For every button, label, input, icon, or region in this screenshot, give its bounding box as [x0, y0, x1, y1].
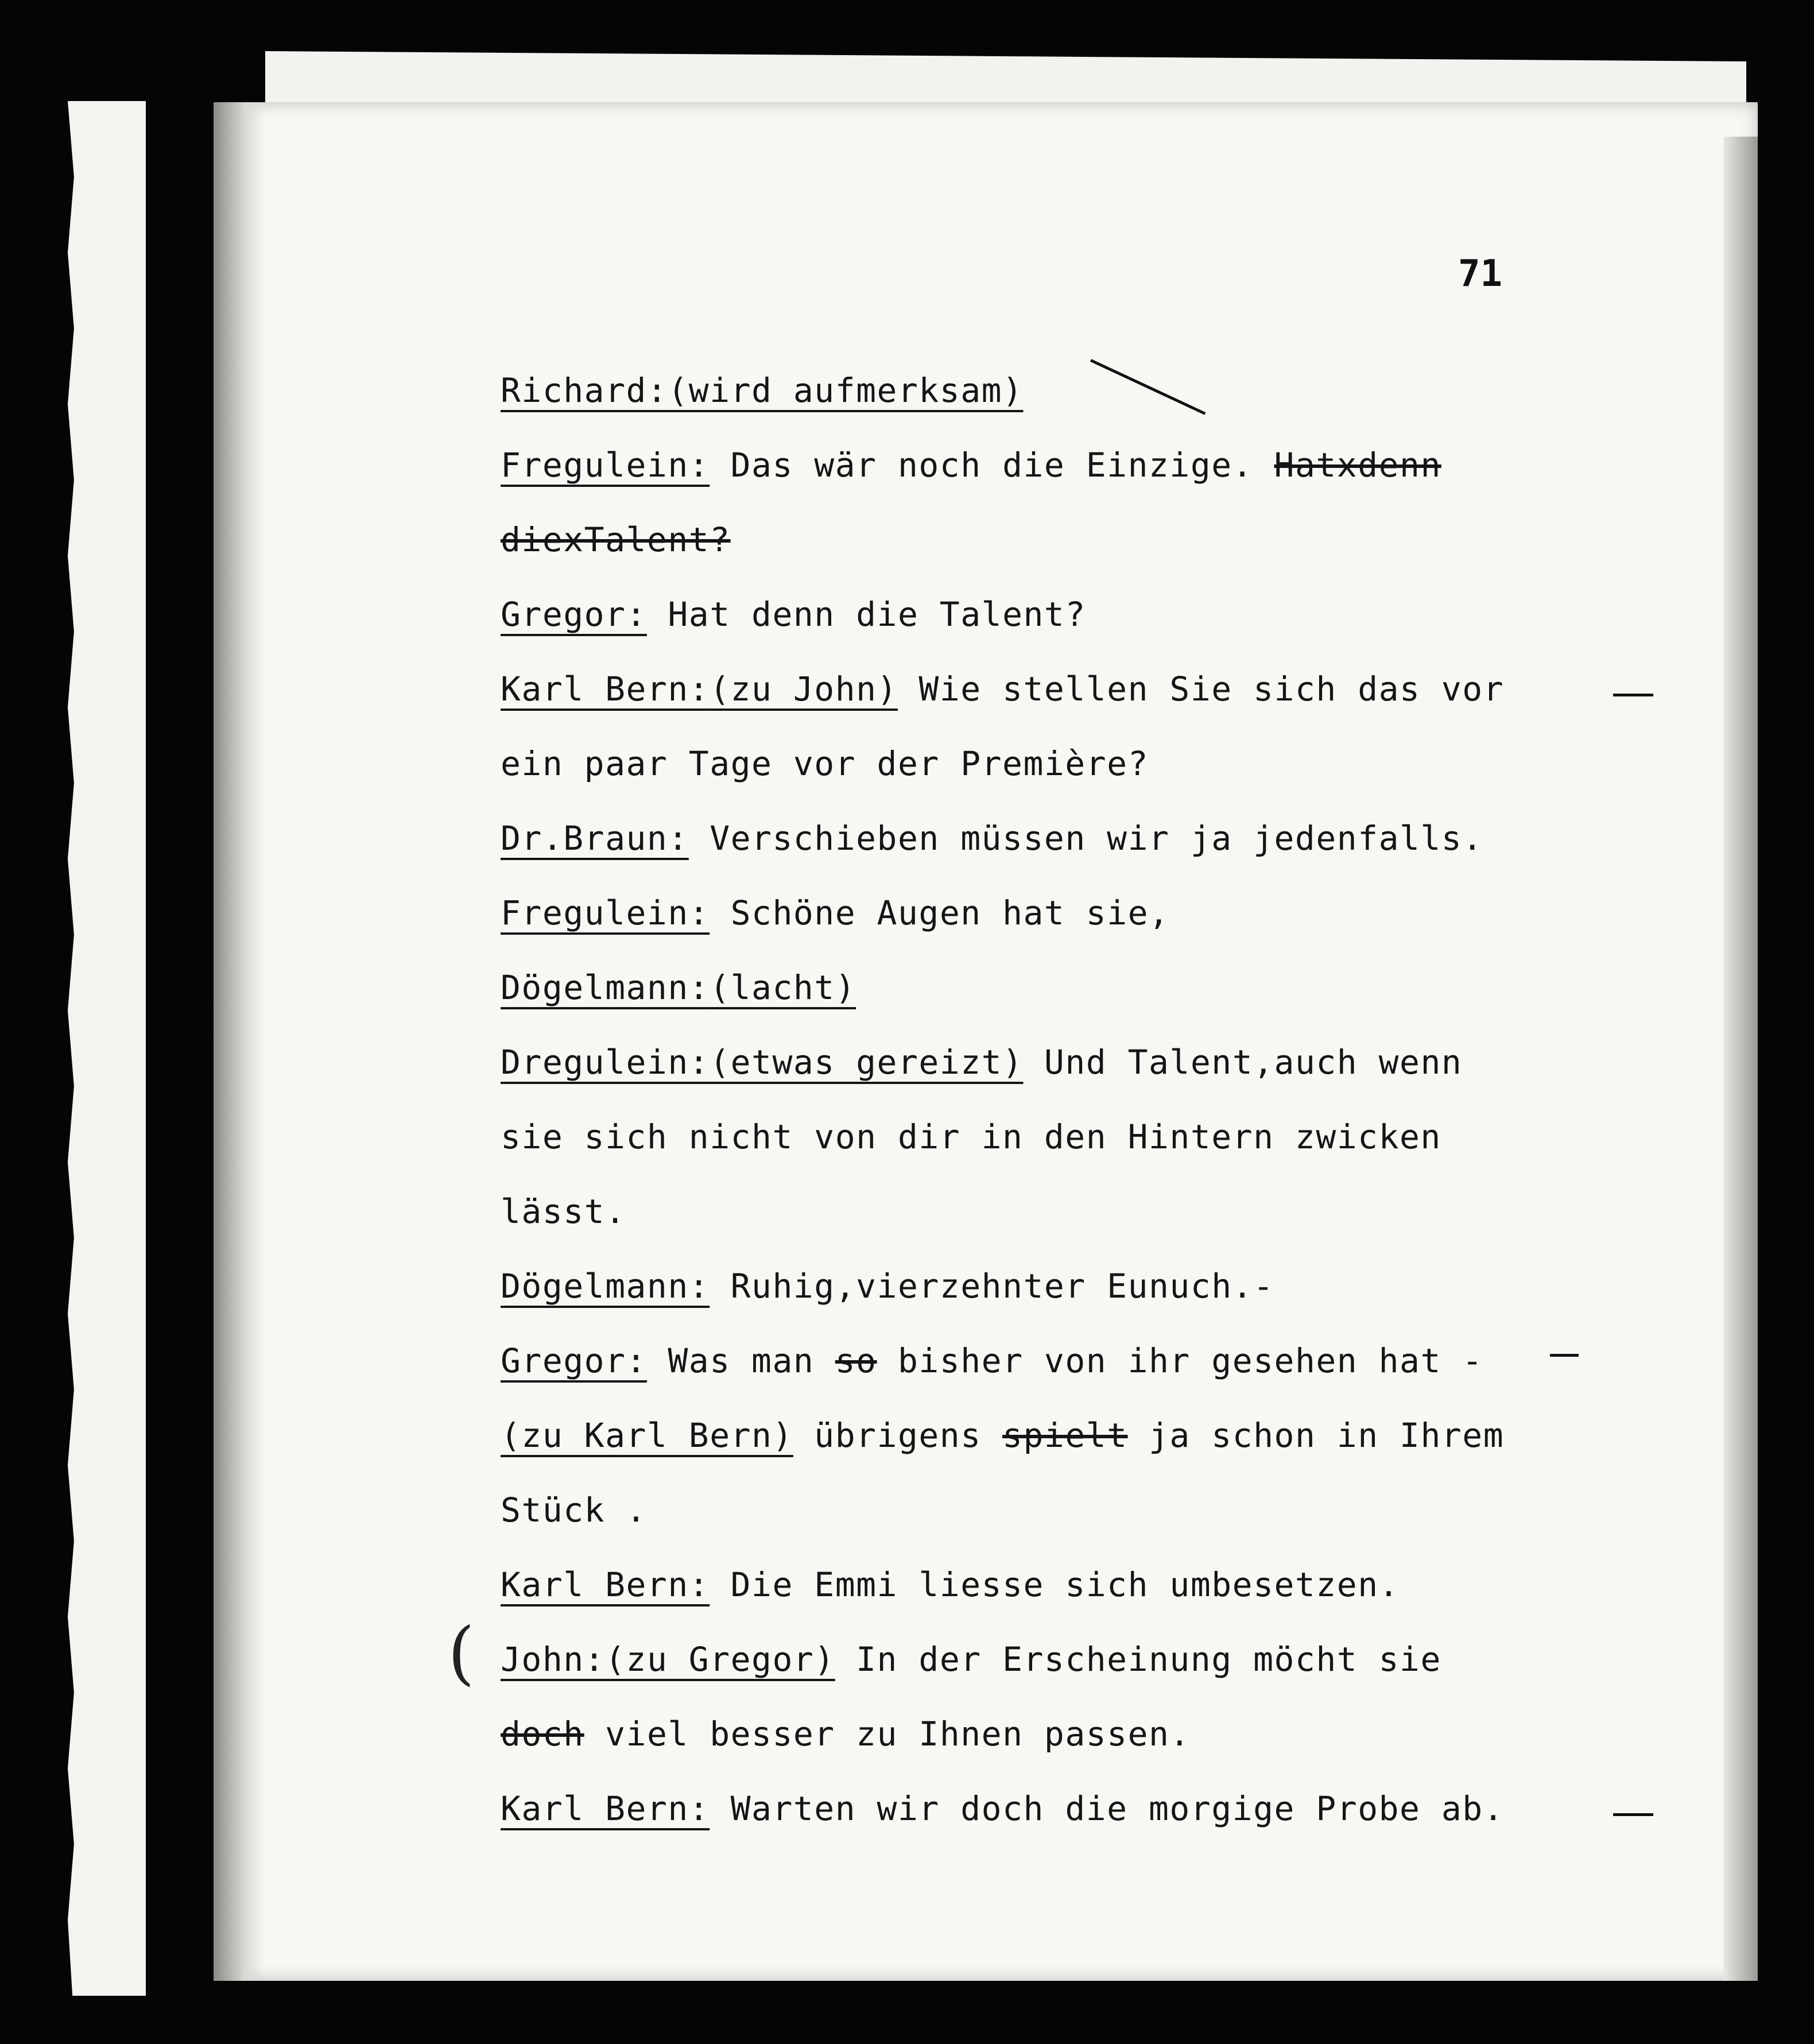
stage-direction: (zu Gregor) [605, 1640, 835, 1679]
script-line-3 [501, 517, 731, 563]
script-line-18 [501, 1636, 1441, 1682]
script-line-8 [501, 890, 1169, 936]
margin-dash-mark [1550, 1354, 1579, 1357]
struck-text: so [835, 1341, 877, 1380]
script-line-2 [501, 442, 1441, 488]
speaker: Gregor: [501, 595, 647, 634]
dialogue: Und Talent,auch wenn [1044, 1043, 1463, 1082]
back-sheet [68, 101, 146, 1996]
dialogue: Die Emmi liesse sich umbesetzen. [730, 1565, 1400, 1604]
dialogue: Ruhig,vierzehnter Eunuch.- [730, 1267, 1274, 1306]
stage-direction: (lacht) [710, 968, 856, 1007]
dialogue-continued: ja schon in Ihrem [1149, 1416, 1505, 1455]
stage-direction: (wird aufmerksam) [668, 371, 1024, 410]
speaker: Fregulein: [501, 446, 710, 485]
pen-bracket-mark: ( [448, 1613, 475, 1693]
stage-direction: (zu John) [710, 669, 898, 709]
dialogue: Wie stellen Sie sich das vor [918, 669, 1505, 709]
speaker: Karl Bern: [501, 1565, 710, 1604]
struck-text: Hatxdenn [1274, 446, 1441, 485]
dialogue: ein paar Tage vor der Première? [501, 744, 1149, 783]
speaker: Dögelmann: [501, 1267, 710, 1306]
script-line-16 [501, 1487, 647, 1533]
script-line-9 [501, 965, 856, 1011]
script-line-6 [501, 741, 1149, 787]
dialogue: Schöne Augen hat sie, [730, 893, 1170, 932]
page-number: 71 [1458, 253, 1503, 295]
script-line-10 [501, 1039, 1462, 1085]
script-line-12 [501, 1189, 626, 1234]
dialogue: viel besser zu Ihnen passen. [605, 1714, 1191, 1753]
speaker: Richard: [501, 371, 668, 410]
page-left-shadow [214, 102, 265, 1981]
speaker: John: [501, 1640, 606, 1679]
speaker: Gregor: [501, 1341, 647, 1380]
script-line-19 [501, 1711, 1191, 1757]
dialogue: Stück . [501, 1491, 647, 1530]
stage-direction: (zu Karl Bern) [501, 1416, 793, 1455]
page-right-edge [1723, 137, 1758, 1981]
dialogue: Was man [668, 1341, 815, 1380]
script-line-5 [501, 666, 1504, 712]
script-line-7 [501, 815, 1483, 861]
speaker: Dr.Braun: [501, 819, 689, 858]
speaker: Dögelmann: [501, 968, 710, 1007]
dialogue: lässt. [501, 1192, 626, 1231]
script-line-17 [501, 1562, 1400, 1608]
dialogue: Das wär noch die Einzige. [730, 446, 1254, 485]
struck-text: diexTalent? [501, 520, 731, 559]
dialogue: übrigens [814, 1416, 982, 1455]
speaker: Fregulein: [501, 893, 710, 932]
script-line-1 [501, 367, 1023, 413]
stage-direction: (etwas gereizt) [710, 1043, 1024, 1082]
speaker: Karl Bern: [501, 669, 710, 709]
dialogue: Hat denn die Talent? [668, 595, 1086, 634]
speaker: Dregulein: [501, 1043, 710, 1082]
speaker: Karl Bern: [501, 1789, 710, 1828]
script-line-13 [501, 1263, 1274, 1309]
script-line-11 [501, 1114, 1441, 1160]
script-line-15 [501, 1412, 1504, 1458]
margin-dash-mark [1613, 1813, 1653, 1816]
script-line-14 [501, 1338, 1483, 1384]
dialogue: Verschieben müssen wir ja jedenfalls. [710, 819, 1483, 858]
dialogue: In der Erscheinung möcht sie [856, 1640, 1441, 1679]
struck-text: spielt [1002, 1416, 1128, 1455]
margin-dash-mark [1613, 694, 1653, 696]
dialogue: Warten wir doch die morgige Probe ab. [730, 1789, 1505, 1828]
script-line-20 [501, 1786, 1504, 1832]
script-line-4 [501, 591, 1086, 637]
dialogue-continued: bisher von ihr gesehen hat - [897, 1341, 1483, 1380]
struck-text: doch [501, 1714, 584, 1753]
dialogue: sie sich nicht von dir in den Hintern zwicken [501, 1117, 1441, 1156]
